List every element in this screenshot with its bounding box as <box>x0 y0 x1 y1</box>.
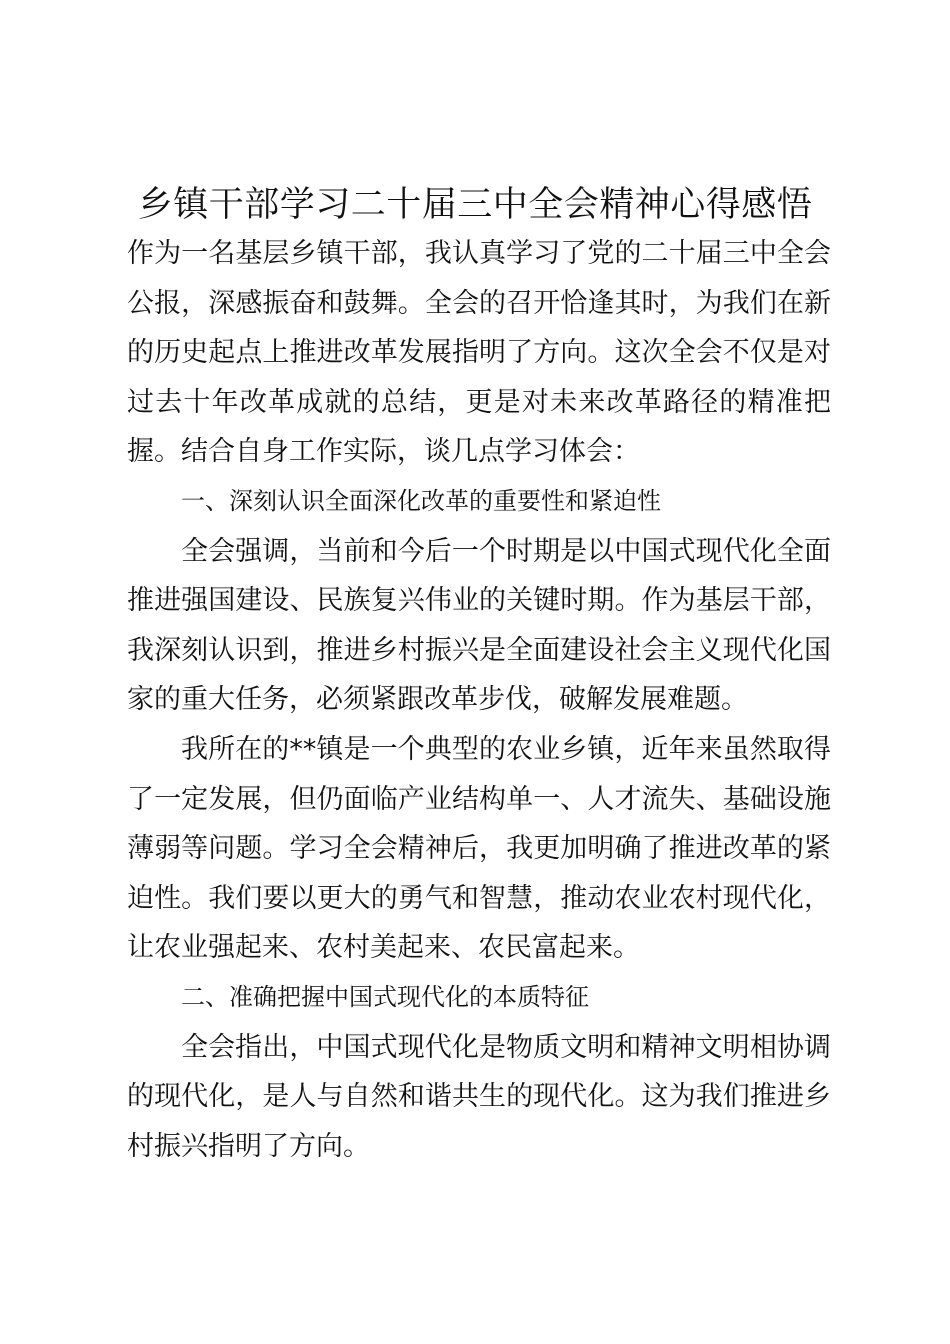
section-heading-2: 二、准确把握中国式现代化的本质特征 <box>181 982 589 1011</box>
document-body <box>127 229 831 1171</box>
section-heading-1: 一、深刻认识全面深化改革的重要性和紧迫性 <box>181 486 661 515</box>
document-title: 乡镇干部学习二十届三中全会精神心得感悟 <box>137 185 813 225</box>
body-paragraph-3: 全会指出，中国式现代化是物质文明和精神文明相协调的现代化，是人与自然和谐共生的现代化。这为我们推进乡村振兴指明了方向。 <box>127 1031 831 1162</box>
intro-paragraph: 作为一名基层乡镇干部，我认真学习了党的二十届三中全会公报，深感振奋和鼓舞。全会的召开恰逢其时，为我们在新的历史起点上推进改革发展指明了方向。这次全会不仅是对过去十年改革成就的总结，更是对未来改革路径的精准把握。结合自身工作实际，谈几点学习体会： <box>127 238 831 468</box>
body-paragraph-2: 我所在的**镇是一个典型的农业乡镇，近年来虽然取得了一定发展，但仍面临产业结构单一、人才流失、基础设施薄弱等问题。学习全会精神后，我更加明确了推进改革的紧迫性。我们要以更大的勇气和智慧，推动农业农村现代化，让农业强起来、农村美起来、农民富起来。 <box>127 733 831 964</box>
body-paragraph-1: 全会强调，当前和今后一个时期是以中国式现代化全面推进强国建设、民族复兴伟业的关键时期。作为基层干部，我深刻认识到，推进乡村振兴是全面建设社会主义现代化国家的重大任务，必须紧跟改革步伐，破解发展难题。 <box>127 535 831 716</box>
